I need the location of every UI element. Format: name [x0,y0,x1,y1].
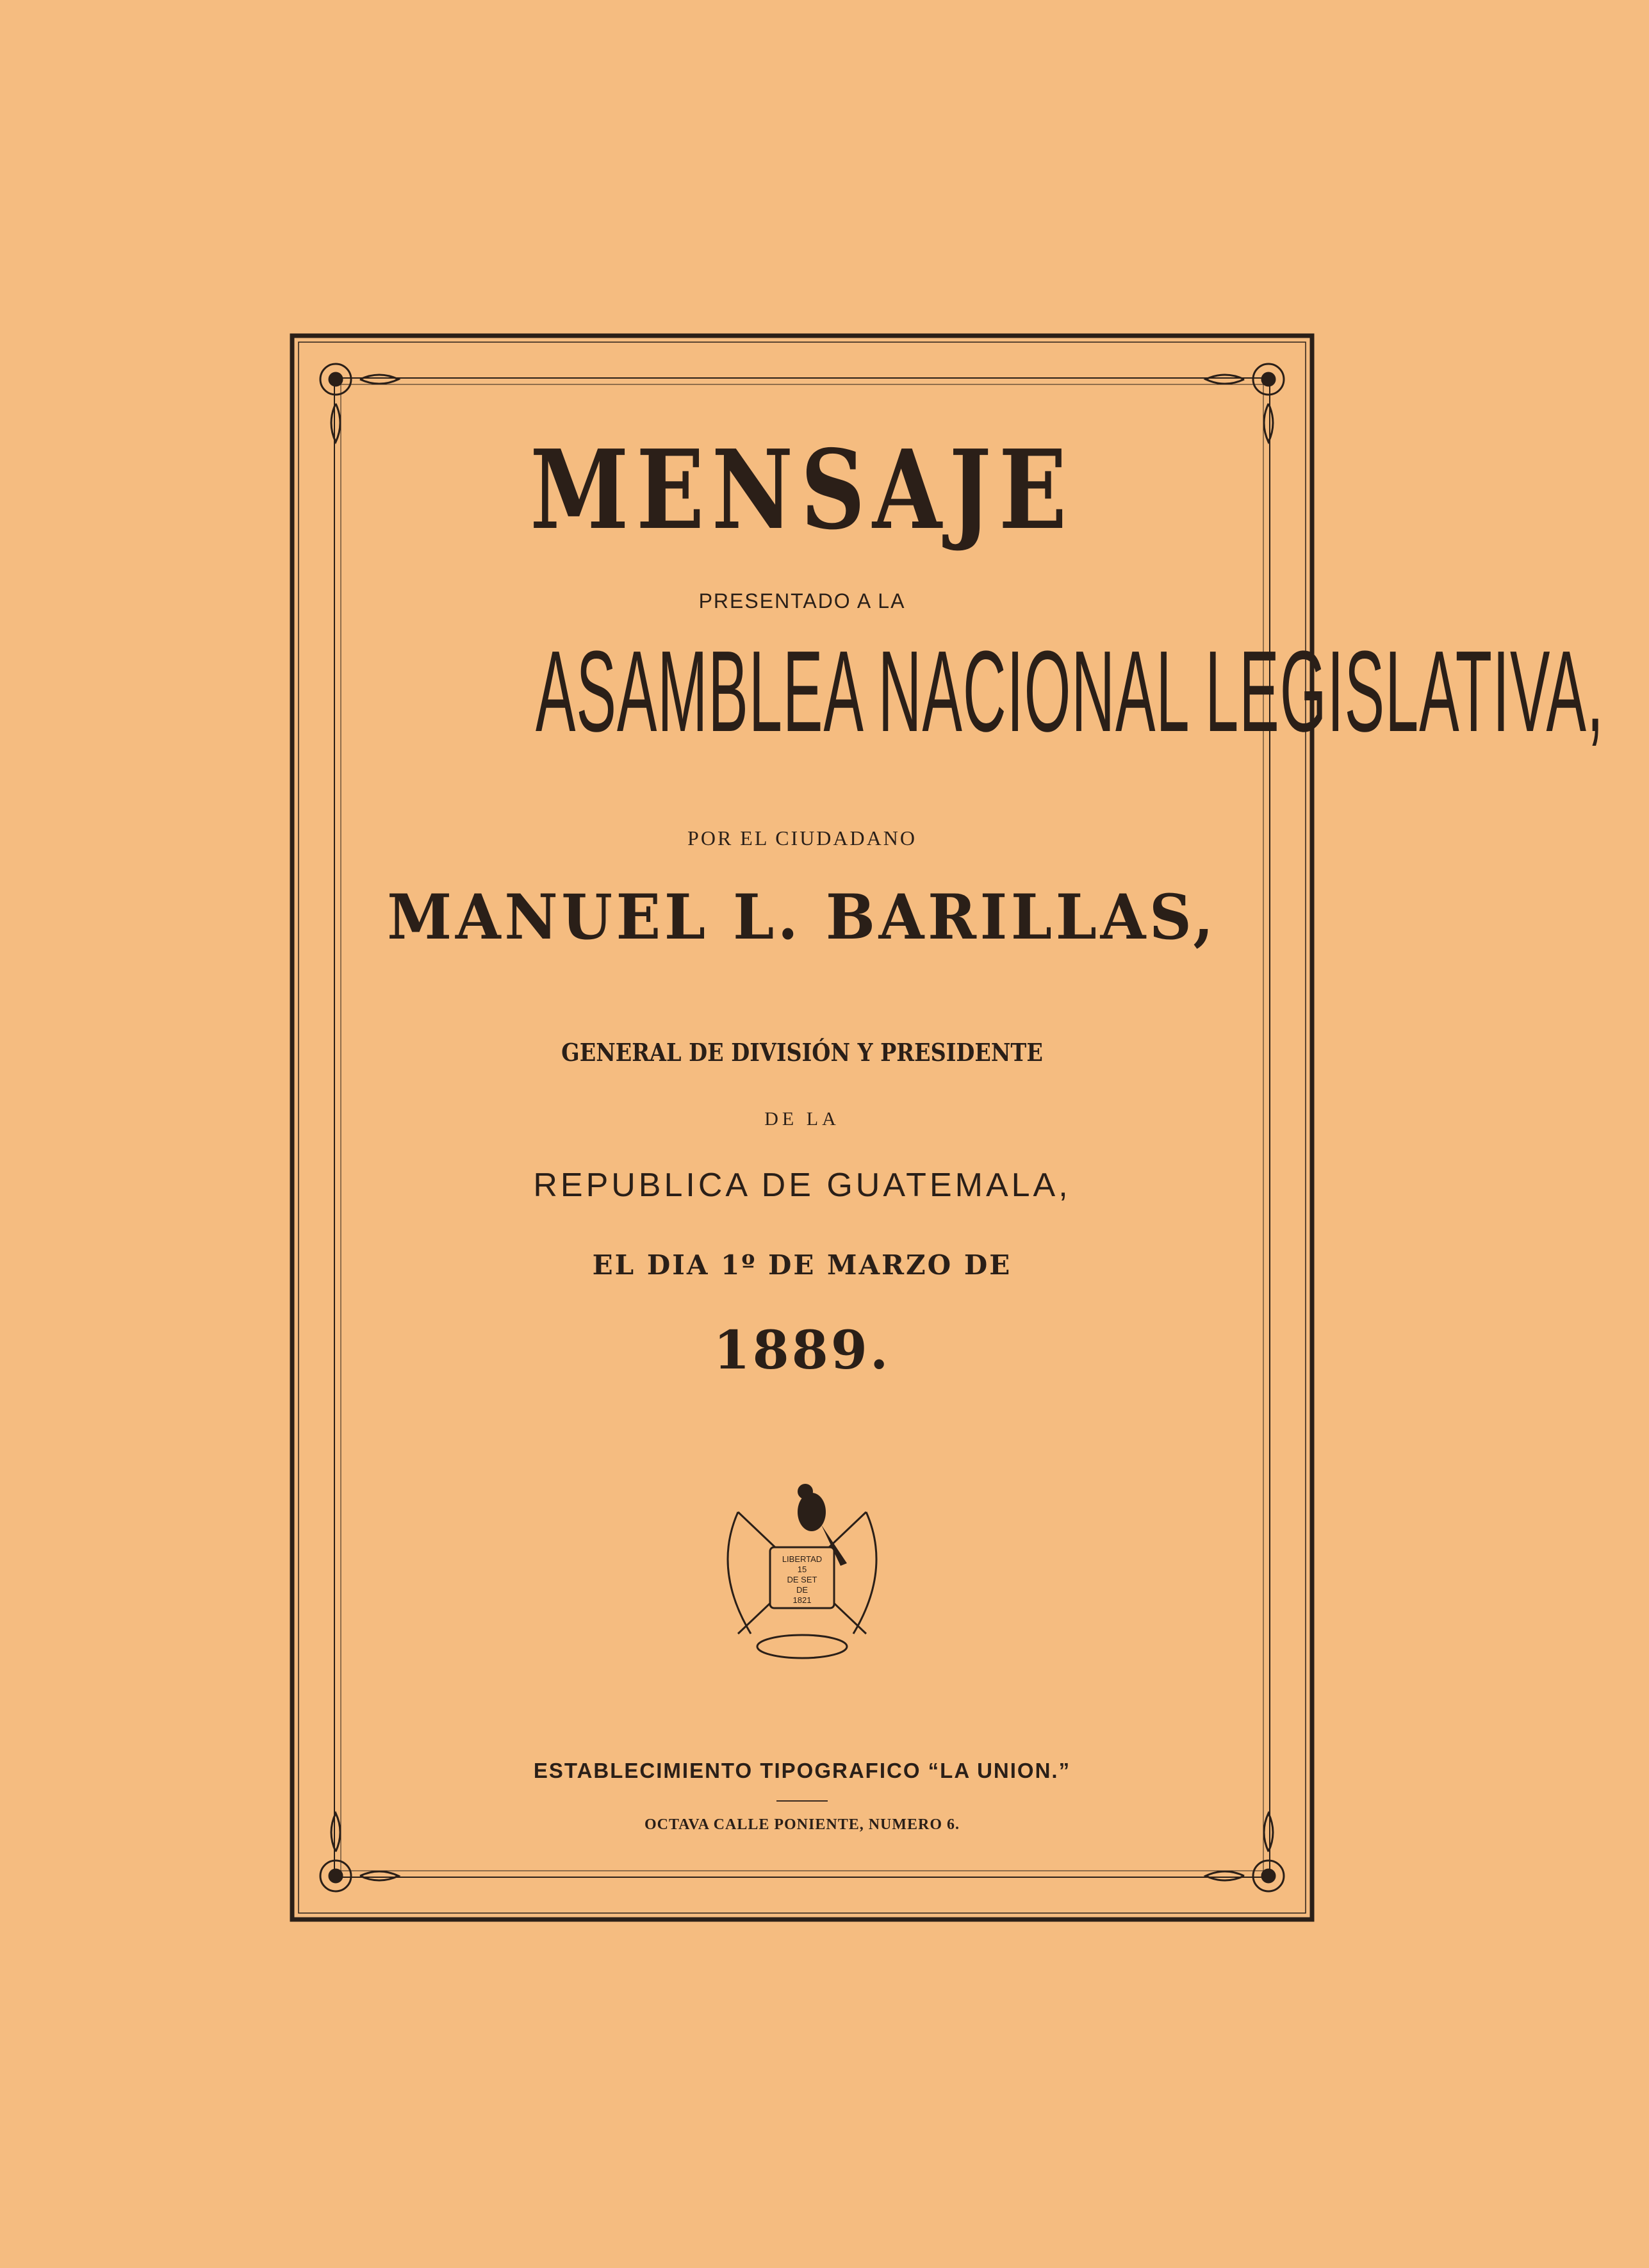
divider [776,1800,828,1802]
author-name: MANUEL L. BARILLAS, [387,881,1217,953]
emblem-scroll-month: DE SET [787,1575,817,1584]
emblem-scroll-day: 15 [797,1565,807,1574]
page-title: MENSAJE [530,426,1074,554]
coat-of-arms-icon [700,1474,905,1672]
emblem-scroll-libertad: LIBERTAD [782,1554,823,1564]
printer-address: OCTAVA CALLE PONIENTE, NUMERO 6. [644,1816,960,1833]
date-line: EL DIA 1º DE MARZO DE [592,1249,1012,1281]
of-the-line: DE LA [764,1108,840,1130]
by-line: POR EL CIUDADANO [687,826,917,850]
emblem-scroll-year: 1821 [792,1595,812,1605]
assembly-heading: ASAMBLEA NACIONAL LEGISLATIVA, [536,627,1605,756]
emblem-scroll-de: DE [796,1585,808,1595]
printer-line: ESTABLECIMIENTO TIPOGRAFICO “LA UNION.” [533,1759,1071,1782]
presented-line: PRESENTADO A LA [698,589,906,612]
republic-line: REPUBLICA DE GUATEMALA, [533,1167,1071,1204]
year: 1889. [713,1320,891,1381]
title-page [290,333,1605,1922]
author-rank: GENERAL DE DIVISIÓN Y PRESIDENTE [561,1038,1043,1067]
